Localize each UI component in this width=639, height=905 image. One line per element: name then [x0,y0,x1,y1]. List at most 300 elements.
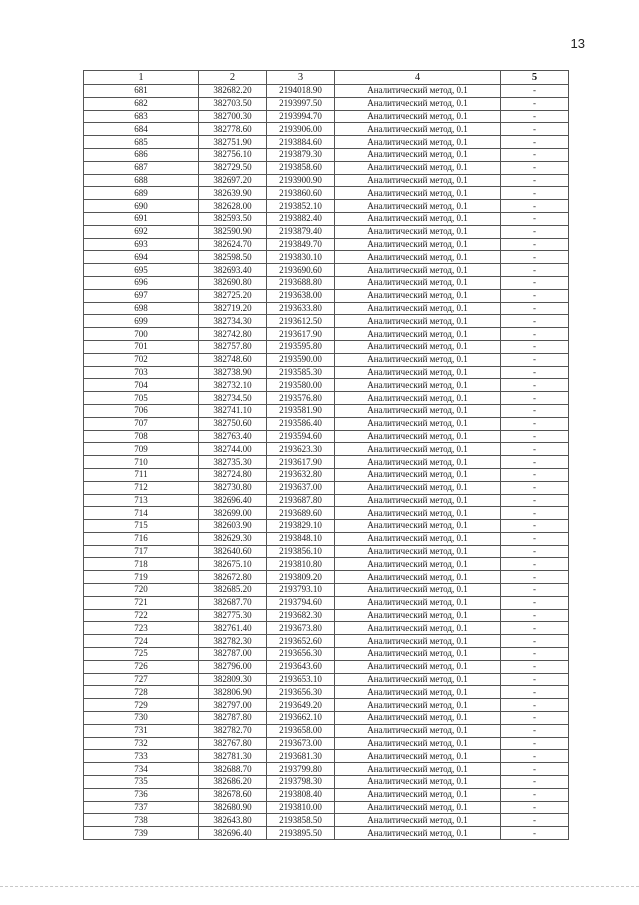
cell-point-number: 702 [84,353,199,366]
header-col-4: 4 [335,71,501,85]
cell-method-accuracy: Аналитический метод, 0.1 [335,584,501,597]
cell-x-coordinate: 382751.90 [199,136,267,149]
cell-y-coordinate: 2193879.30 [267,148,335,161]
cell-note: - [501,763,569,776]
cell-x-coordinate: 382675.10 [199,558,267,571]
cell-note: - [501,379,569,392]
cell-y-coordinate: 2193997.50 [267,97,335,110]
cell-note: - [501,481,569,494]
cell-x-coordinate: 382643.80 [199,814,267,827]
cell-method-accuracy: Аналитический метод, 0.1 [335,801,501,814]
cell-y-coordinate: 2193848.10 [267,532,335,545]
cell-method-accuracy: Аналитический метод, 0.1 [335,545,501,558]
cell-x-coordinate: 382763.40 [199,430,267,443]
cell-x-coordinate: 382730.80 [199,481,267,494]
cell-method-accuracy: Аналитический метод, 0.1 [335,660,501,673]
table-row [84,558,569,571]
cell-y-coordinate: 2193808.40 [267,788,335,801]
cell-method-accuracy: Аналитический метод, 0.1 [335,635,501,648]
cell-x-coordinate: 382756.10 [199,148,267,161]
cell-x-coordinate: 382741.10 [199,404,267,417]
cell-method-accuracy: Аналитический метод, 0.1 [335,494,501,507]
cell-y-coordinate: 2193900.90 [267,174,335,187]
table-row [84,187,569,200]
table-row [84,481,569,494]
cell-y-coordinate: 2193649.20 [267,699,335,712]
cell-method-accuracy: Аналитический метод, 0.1 [335,404,501,417]
cell-x-coordinate: 382672.80 [199,571,267,584]
table-row [84,468,569,481]
cell-point-number: 737 [84,801,199,814]
table-row [84,763,569,776]
cell-method-accuracy: Аналитический метод, 0.1 [335,776,501,789]
cell-method-accuracy: Аналитический метод, 0.1 [335,97,501,110]
cell-note: - [501,558,569,571]
cell-x-coordinate: 382688.70 [199,763,267,776]
cell-point-number: 700 [84,328,199,341]
header-row [84,71,569,85]
cell-method-accuracy: Аналитический метод, 0.1 [335,827,501,840]
cell-note: - [501,264,569,277]
table-row [84,584,569,597]
cell-method-accuracy: Аналитический метод, 0.1 [335,609,501,622]
cell-y-coordinate: 2193643.60 [267,660,335,673]
table-row [84,315,569,328]
cell-point-number: 681 [84,85,199,98]
cell-method-accuracy: Аналитический метод, 0.1 [335,712,501,725]
cell-point-number: 732 [84,737,199,750]
cell-point-number: 699 [84,315,199,328]
table-row [84,200,569,213]
cell-method-accuracy: Аналитический метод, 0.1 [335,724,501,737]
cell-y-coordinate: 2193849.70 [267,238,335,251]
cell-method-accuracy: Аналитический метод, 0.1 [335,750,501,763]
cell-point-number: 723 [84,622,199,635]
cell-note: - [501,315,569,328]
cell-note: - [501,712,569,725]
cell-method-accuracy: Аналитический метод, 0.1 [335,353,501,366]
cell-x-coordinate: 382787.00 [199,648,267,661]
table-row [84,366,569,379]
cell-note: - [501,200,569,213]
cell-method-accuracy: Аналитический метод, 0.1 [335,148,501,161]
table-row [84,545,569,558]
table-row [84,507,569,520]
cell-point-number: 734 [84,763,199,776]
table-row [84,251,569,264]
table-row [84,174,569,187]
cell-point-number: 697 [84,289,199,302]
cell-note: - [501,788,569,801]
cell-point-number: 713 [84,494,199,507]
cell-note: - [501,520,569,533]
cell-x-coordinate: 382797.00 [199,699,267,712]
table-row [84,801,569,814]
cell-x-coordinate: 382598.50 [199,251,267,264]
cell-y-coordinate: 2193590.00 [267,353,335,366]
cell-note: - [501,366,569,379]
cell-method-accuracy: Аналитический метод, 0.1 [335,648,501,661]
cell-y-coordinate: 2193687.80 [267,494,335,507]
table-row [84,737,569,750]
cell-point-number: 726 [84,660,199,673]
cell-y-coordinate: 2193809.20 [267,571,335,584]
cell-point-number: 712 [84,481,199,494]
header-col-3: 3 [267,71,335,85]
cell-point-number: 735 [84,776,199,789]
table-row [84,571,569,584]
table-row [84,827,569,840]
cell-point-number: 709 [84,443,199,456]
cell-y-coordinate: 2193994.70 [267,110,335,123]
cell-note: - [501,302,569,315]
cell-note: - [501,225,569,238]
table-row [84,648,569,661]
cell-x-coordinate: 382590.90 [199,225,267,238]
cell-note: - [501,430,569,443]
cell-y-coordinate: 2193794.60 [267,596,335,609]
cell-x-coordinate: 382809.30 [199,673,267,686]
cell-note: - [501,251,569,264]
cell-method-accuracy: Аналитический метод, 0.1 [335,302,501,315]
cell-point-number: 710 [84,456,199,469]
cell-x-coordinate: 382806.90 [199,686,267,699]
cell-note: - [501,699,569,712]
cell-point-number: 714 [84,507,199,520]
cell-x-coordinate: 382750.60 [199,417,267,430]
cell-method-accuracy: Аналитический метод, 0.1 [335,340,501,353]
cell-y-coordinate: 2193689.60 [267,507,335,520]
cell-note: - [501,110,569,123]
cell-point-number: 708 [84,430,199,443]
table-body [84,85,569,840]
cell-note: - [501,648,569,661]
cell-point-number: 685 [84,136,199,149]
cell-method-accuracy: Аналитический метод, 0.1 [335,814,501,827]
cell-y-coordinate: 2193585.30 [267,366,335,379]
cell-note: - [501,507,569,520]
cell-x-coordinate: 382640.60 [199,545,267,558]
table-row [84,136,569,149]
table-row [84,814,569,827]
page-number: 13 [570,36,585,51]
cell-method-accuracy: Аналитический метод, 0.1 [335,468,501,481]
cell-x-coordinate: 382757.80 [199,340,267,353]
cell-point-number: 698 [84,302,199,315]
cell-y-coordinate: 2193798.30 [267,776,335,789]
cell-x-coordinate: 382724.80 [199,468,267,481]
cell-x-coordinate: 382744.00 [199,443,267,456]
cell-note: - [501,123,569,136]
cell-y-coordinate: 2193879.40 [267,225,335,238]
cell-method-accuracy: Аналитический метод, 0.1 [335,110,501,123]
cell-point-number: 729 [84,699,199,712]
cell-note: - [501,737,569,750]
table-row [84,417,569,430]
cell-y-coordinate: 2193856.10 [267,545,335,558]
cell-point-number: 716 [84,532,199,545]
cell-method-accuracy: Аналитический метод, 0.1 [335,174,501,187]
cell-point-number: 739 [84,827,199,840]
table-row [84,161,569,174]
cell-note: - [501,148,569,161]
table-row [84,724,569,737]
cell-method-accuracy: Аналитический метод, 0.1 [335,366,501,379]
cell-x-coordinate: 382680.90 [199,801,267,814]
cell-x-coordinate: 382628.00 [199,200,267,213]
table-row [84,788,569,801]
cell-method-accuracy: Аналитический метод, 0.1 [335,596,501,609]
cell-y-coordinate: 2193860.60 [267,187,335,200]
table-row [84,622,569,635]
table-row [84,276,569,289]
cell-note: - [501,456,569,469]
cell-y-coordinate: 2193617.90 [267,456,335,469]
cell-point-number: 725 [84,648,199,661]
cell-point-number: 717 [84,545,199,558]
cell-x-coordinate: 382787.80 [199,712,267,725]
cell-note: - [501,622,569,635]
cell-y-coordinate: 2193906.00 [267,123,335,136]
cell-x-coordinate: 382693.40 [199,264,267,277]
table-header [84,71,569,85]
cell-method-accuracy: Аналитический метод, 0.1 [335,85,501,98]
cell-point-number: 720 [84,584,199,597]
table-row [84,85,569,98]
cell-method-accuracy: Аналитический метод, 0.1 [335,289,501,302]
cell-y-coordinate: 2193858.50 [267,814,335,827]
cell-point-number: 724 [84,635,199,648]
cell-method-accuracy: Аналитический метод, 0.1 [335,686,501,699]
cell-method-accuracy: Аналитический метод, 0.1 [335,763,501,776]
header-col-5: 5 [501,71,569,85]
cell-note: - [501,161,569,174]
table-row [84,264,569,277]
cell-note: - [501,724,569,737]
table-row [84,110,569,123]
cell-note: - [501,212,569,225]
cell-x-coordinate: 382767.80 [199,737,267,750]
cell-method-accuracy: Аналитический метод, 0.1 [335,417,501,430]
cell-note: - [501,494,569,507]
cell-y-coordinate: 2193884.60 [267,136,335,149]
cell-method-accuracy: Аналитический метод, 0.1 [335,136,501,149]
cell-method-accuracy: Аналитический метод, 0.1 [335,481,501,494]
cell-y-coordinate: 2193653.10 [267,673,335,686]
table-row [84,392,569,405]
cell-method-accuracy: Аналитический метод, 0.1 [335,251,501,264]
table-row [84,456,569,469]
cell-point-number: 707 [84,417,199,430]
cell-y-coordinate: 2193690.60 [267,264,335,277]
table-row [84,289,569,302]
page-bottom-divider [0,886,639,887]
cell-x-coordinate: 382748.60 [199,353,267,366]
cell-x-coordinate: 382719.20 [199,302,267,315]
cell-point-number: 692 [84,225,199,238]
table-row [84,225,569,238]
cell-point-number: 694 [84,251,199,264]
cell-y-coordinate: 2193623.30 [267,443,335,456]
table-row [84,123,569,136]
cell-note: - [501,635,569,648]
cell-y-coordinate: 2193637.00 [267,481,335,494]
table-row [84,660,569,673]
cell-x-coordinate: 382696.40 [199,494,267,507]
cell-method-accuracy: Аналитический метод, 0.1 [335,123,501,136]
table-row [84,353,569,366]
cell-point-number: 721 [84,596,199,609]
cell-method-accuracy: Аналитический метод, 0.1 [335,520,501,533]
cell-method-accuracy: Аналитический метод, 0.1 [335,430,501,443]
cell-x-coordinate: 382686.20 [199,776,267,789]
cell-point-number: 686 [84,148,199,161]
cell-x-coordinate: 382775.30 [199,609,267,622]
cell-point-number: 682 [84,97,199,110]
cell-method-accuracy: Аналитический метод, 0.1 [335,315,501,328]
cell-point-number: 703 [84,366,199,379]
cell-x-coordinate: 382700.30 [199,110,267,123]
cell-x-coordinate: 382682.20 [199,85,267,98]
cell-method-accuracy: Аналитический метод, 0.1 [335,456,501,469]
table-row [84,686,569,699]
cell-point-number: 689 [84,187,199,200]
table-row [84,712,569,725]
table-row [84,635,569,648]
cell-y-coordinate: 2193656.30 [267,686,335,699]
table-row [84,443,569,456]
cell-y-coordinate: 2193638.00 [267,289,335,302]
table-row [84,673,569,686]
cell-note: - [501,673,569,686]
table-row [84,494,569,507]
cell-point-number: 730 [84,712,199,725]
cell-point-number: 719 [84,571,199,584]
cell-y-coordinate: 2193576.80 [267,392,335,405]
cell-note: - [501,468,569,481]
cell-point-number: 706 [84,404,199,417]
cell-x-coordinate: 382678.60 [199,788,267,801]
cell-note: - [501,276,569,289]
cell-y-coordinate: 2193793.10 [267,584,335,597]
coordinates-table [83,70,569,840]
cell-point-number: 684 [84,123,199,136]
table-row [84,520,569,533]
cell-method-accuracy: Аналитический метод, 0.1 [335,238,501,251]
cell-method-accuracy: Аналитический метод, 0.1 [335,443,501,456]
cell-note: - [501,392,569,405]
cell-x-coordinate: 382593.50 [199,212,267,225]
cell-x-coordinate: 382703.50 [199,97,267,110]
cell-note: - [501,353,569,366]
cell-y-coordinate: 2193673.80 [267,622,335,635]
cell-x-coordinate: 382732.10 [199,379,267,392]
cell-method-accuracy: Аналитический метод, 0.1 [335,392,501,405]
cell-x-coordinate: 382782.70 [199,724,267,737]
cell-point-number: 715 [84,520,199,533]
cell-y-coordinate: 2193658.00 [267,724,335,737]
table-row [84,750,569,763]
cell-method-accuracy: Аналитический метод, 0.1 [335,161,501,174]
cell-note: - [501,85,569,98]
cell-point-number: 687 [84,161,199,174]
cell-point-number: 688 [84,174,199,187]
cell-note: - [501,417,569,430]
cell-y-coordinate: 2193612.50 [267,315,335,328]
cell-x-coordinate: 382761.40 [199,622,267,635]
cell-point-number: 731 [84,724,199,737]
table-row [84,379,569,392]
cell-x-coordinate: 382624.70 [199,238,267,251]
cell-y-coordinate: 2193829.10 [267,520,335,533]
cell-note: - [501,328,569,341]
cell-method-accuracy: Аналитический метод, 0.1 [335,328,501,341]
cell-method-accuracy: Аналитический метод, 0.1 [335,379,501,392]
cell-x-coordinate: 382690.80 [199,276,267,289]
cell-y-coordinate: 2193594.60 [267,430,335,443]
cell-method-accuracy: Аналитический метод, 0.1 [335,788,501,801]
table-row [84,97,569,110]
cell-point-number: 738 [84,814,199,827]
cell-method-accuracy: Аналитический метод, 0.1 [335,264,501,277]
cell-note: - [501,404,569,417]
cell-x-coordinate: 382734.30 [199,315,267,328]
cell-y-coordinate: 2193858.60 [267,161,335,174]
cell-x-coordinate: 382629.30 [199,532,267,545]
cell-point-number: 727 [84,673,199,686]
cell-point-number: 683 [84,110,199,123]
cell-method-accuracy: Аналитический метод, 0.1 [335,737,501,750]
header-col-2: 2 [199,71,267,85]
cell-note: - [501,750,569,763]
cell-y-coordinate: 2194018.90 [267,85,335,98]
cell-x-coordinate: 382738.90 [199,366,267,379]
cell-x-coordinate: 382639.90 [199,187,267,200]
cell-note: - [501,827,569,840]
cell-y-coordinate: 2193673.00 [267,737,335,750]
table-row [84,776,569,789]
cell-point-number: 736 [84,788,199,801]
cell-x-coordinate: 382742.80 [199,328,267,341]
cell-x-coordinate: 382699.00 [199,507,267,520]
cell-point-number: 728 [84,686,199,699]
cell-note: - [501,776,569,789]
cell-note: - [501,686,569,699]
cell-method-accuracy: Аналитический метод, 0.1 [335,532,501,545]
cell-x-coordinate: 382685.20 [199,584,267,597]
cell-point-number: 690 [84,200,199,213]
cell-x-coordinate: 382729.50 [199,161,267,174]
cell-y-coordinate: 2193852.10 [267,200,335,213]
cell-method-accuracy: Аналитический метод, 0.1 [335,276,501,289]
cell-note: - [501,801,569,814]
cell-y-coordinate: 2193810.80 [267,558,335,571]
cell-point-number: 693 [84,238,199,251]
cell-y-coordinate: 2193830.10 [267,251,335,264]
cell-method-accuracy: Аналитический метод, 0.1 [335,571,501,584]
table-row [84,596,569,609]
cell-point-number: 701 [84,340,199,353]
cell-note: - [501,340,569,353]
cell-x-coordinate: 382796.00 [199,660,267,673]
table-row [84,532,569,545]
cell-x-coordinate: 382778.60 [199,123,267,136]
cell-method-accuracy: Аналитический метод, 0.1 [335,187,501,200]
cell-point-number: 733 [84,750,199,763]
cell-note: - [501,187,569,200]
cell-note: - [501,532,569,545]
cell-y-coordinate: 2193810.00 [267,801,335,814]
